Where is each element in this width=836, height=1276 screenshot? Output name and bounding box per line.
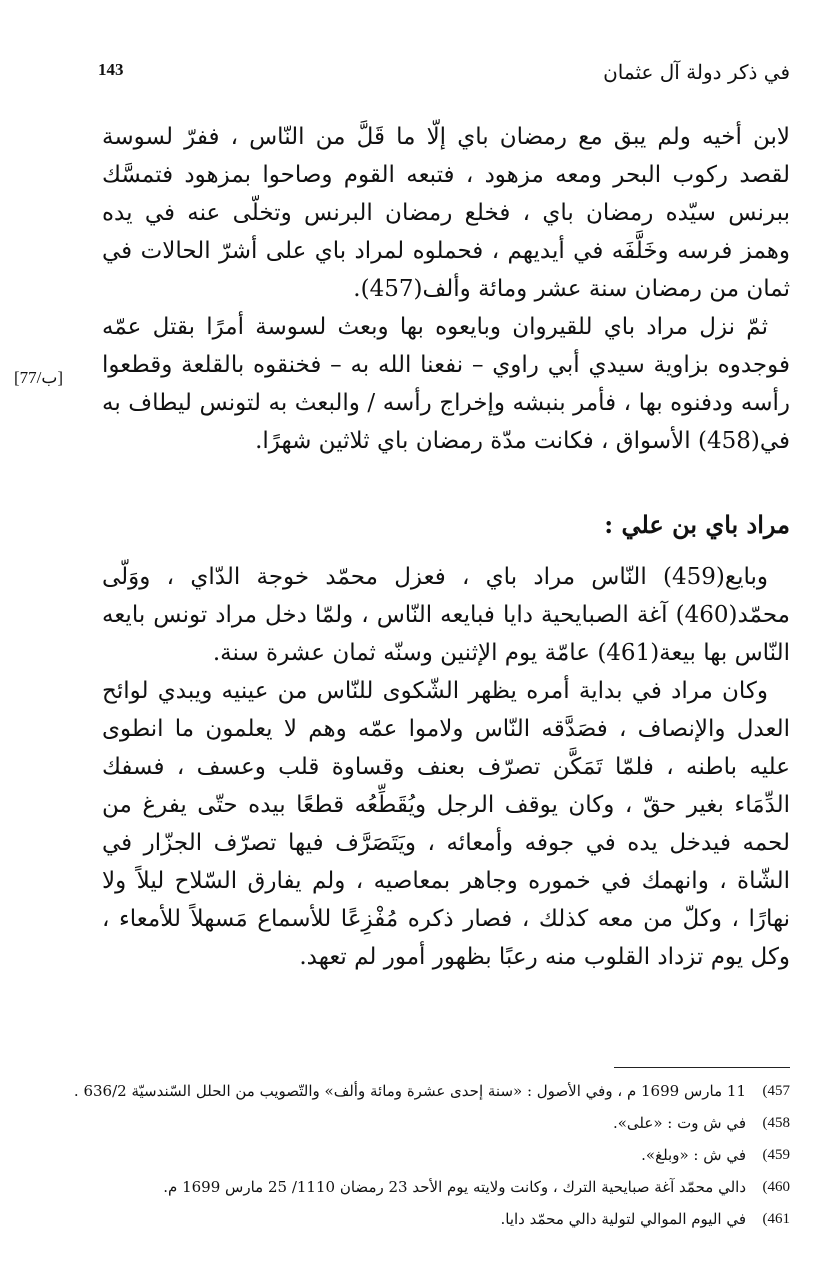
paragraph: لابن أخيه ولم يبق مع رمضان باي إلّا ما قَلَّ من النّاس ، ففرّ لسوسة لقصد ركوب البحر ومعه مزهود ، فتبعه القوم وصاحوا بمزهود فتمسَّك ببرنس سيّده رمضان باي ، فخلع رمضان البرنس وتخلّى عنه في يده وهمز فرسه وخَلَّفَه في أيديهم ، فحملوه لمراد باي على أشرّ الحالات في ثمان من رمضان سنة عشر ومائة وألف(457). xyxy=(102,124,790,302)
footnote xyxy=(30,1203,790,1235)
footnote-number: 461) xyxy=(762,1211,790,1227)
footnote xyxy=(30,1139,790,1171)
footnote xyxy=(30,1075,790,1107)
bottom-text-block xyxy=(102,558,790,976)
top-text-block xyxy=(102,118,790,460)
footnote-text: 11 مارس 1699 م ، وفي الأصول : «سنة إحدى عشرة ومائة وألف» والتّصويب من الحلل السّندسيّة 636/2 . xyxy=(73,1082,746,1100)
footnote-text: في ش : «وبلغ». xyxy=(641,1146,746,1164)
footnote-number: 458) xyxy=(762,1115,790,1131)
section-heading: مراد باي بن علي : xyxy=(604,510,790,539)
folio-marginal-note: [77/ب] xyxy=(14,368,64,387)
paragraph: وكان مراد في بداية أمره يظهر الشّكوى للنّاس من عينيه ويبدي لوائح العدل والإنصاف ، فصَدَّقه النّاس ولاموا عمّه وهم لا يعلمون ما انطوى عليه باطنه ، فلمّا تَمَكَّن تصرّف بعنف وقساوة قلب وعسف ، فسفك الدِّمَاء بغير حقّ ، وكان يوقف الرجل ويُقَطِّعُه قطعًا بيده حتّى يفرغ من لحمه فيدخل يده في جوفه وأمعائه ، ويَتَصَرَّف فيها تصرّف الجزّار في الشّاة ، وانهمك في خموره وجاهر بمعاصيه ، ولم يفارق السّلاح ليلاً ولا نهارًا ، وكلّ من معه كذلك ، فصار ذكره مُفْزِعًا للأسماع مَسهلاً للأمعاء ، وكل يوم تزداد القلوب منه رعبًا بظهور أمور لم تعهد. xyxy=(102,678,790,970)
footnote-text: في ش وت : «على». xyxy=(612,1114,746,1132)
footnote xyxy=(30,1171,790,1203)
running-title: في ذكر دولة آل عثمان xyxy=(603,60,790,84)
footnote-text: في اليوم الموالي لتولية دالي محمّد دايا. xyxy=(500,1210,746,1228)
footnotes xyxy=(30,1075,790,1235)
footnote-number: 457) xyxy=(762,1083,790,1099)
footnote-number: 459) xyxy=(762,1147,790,1163)
page-number: 143 xyxy=(98,60,124,79)
footnote-text: دالي محمّد آغة صبايحية الترك ، وكانت ولايته يوم الأحد 23 رمضان 1110/ 25 مارس 1699 م. xyxy=(163,1178,746,1196)
paragraph: وبايع(459) النّاس مراد باي ، فعزل محمّد خوجة الدّاي ، ووَلّى محمّد(460) آغة الصبايحية دايا فبايعه النّاس ، ولمّا دخل مراد تونس بايعه النّاس بها بيعة(461) عامّة يوم الإثنين وسنّه ثمان عشرة سنة. xyxy=(102,564,790,666)
footnote-number: 460) xyxy=(762,1179,790,1195)
footnote xyxy=(30,1107,790,1139)
footnote-separator xyxy=(614,1067,790,1068)
paragraph: ثمّ نزل مراد باي للقيروان وبايعوه بها وبعث لسوسة أمرًا بقتل عمّه فوجدوه بزاوية سيدي أبي راوي – نفعنا الله به – فخنقوه بالقلعة وقطعوا رأسه ودفنوه بها ، فأمر بنبشه وإخراج رأسه / والبعث به لتونس ليطاف به في(458) الأسواق ، فكانت مدّة رمضان باي ثلاثين شهرًا. xyxy=(102,314,790,454)
